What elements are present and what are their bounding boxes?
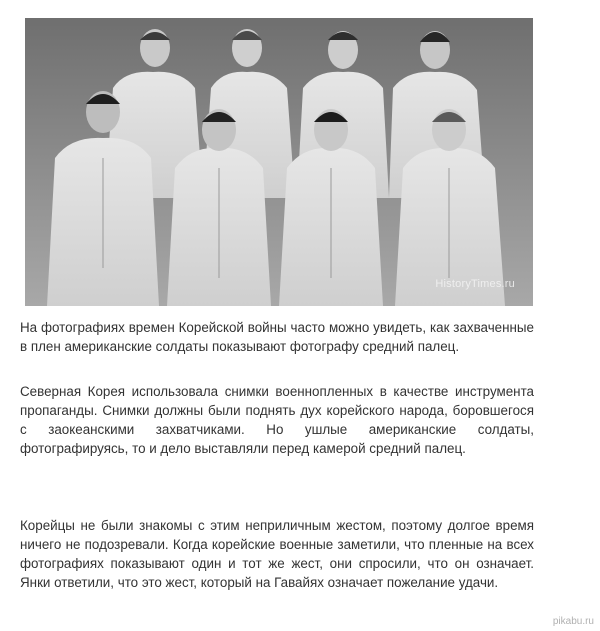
site-watermark: pikabu.ru (552, 616, 594, 627)
article-paragraph-1: На фотографиях времен Корейской войны часто можно увидеть, как захваченные в плен американские солдаты показывают фотографу средний палец. (20, 320, 534, 354)
group-photo-icon (25, 18, 533, 306)
article-paragraph-2: Северная Корея использовала снимки военнопленных в качестве инструмента пропаганды. Снимки должны были поднять дух корейского народа, боровшегося с заокеанскими захватчиками. Но ушлые американские солдаты, фотографируясь, то и дело выставляли перед камерой средний палец. (20, 384, 534, 456)
photo-watermark: HistoryTimes.ru (435, 278, 515, 290)
article-paragraph-3: Корейцы не были знакомы с этим неприличным жестом, поэтому долгое время ничего не подозревали. Когда корейские военные заметили, что пленные на всех фотографиях показывают один и тот же жест, они спросили, что он означает. Янки ответили, что это жест, который на Гавайях означает пожелание удачи. (20, 518, 534, 590)
article-photo (25, 18, 533, 306)
